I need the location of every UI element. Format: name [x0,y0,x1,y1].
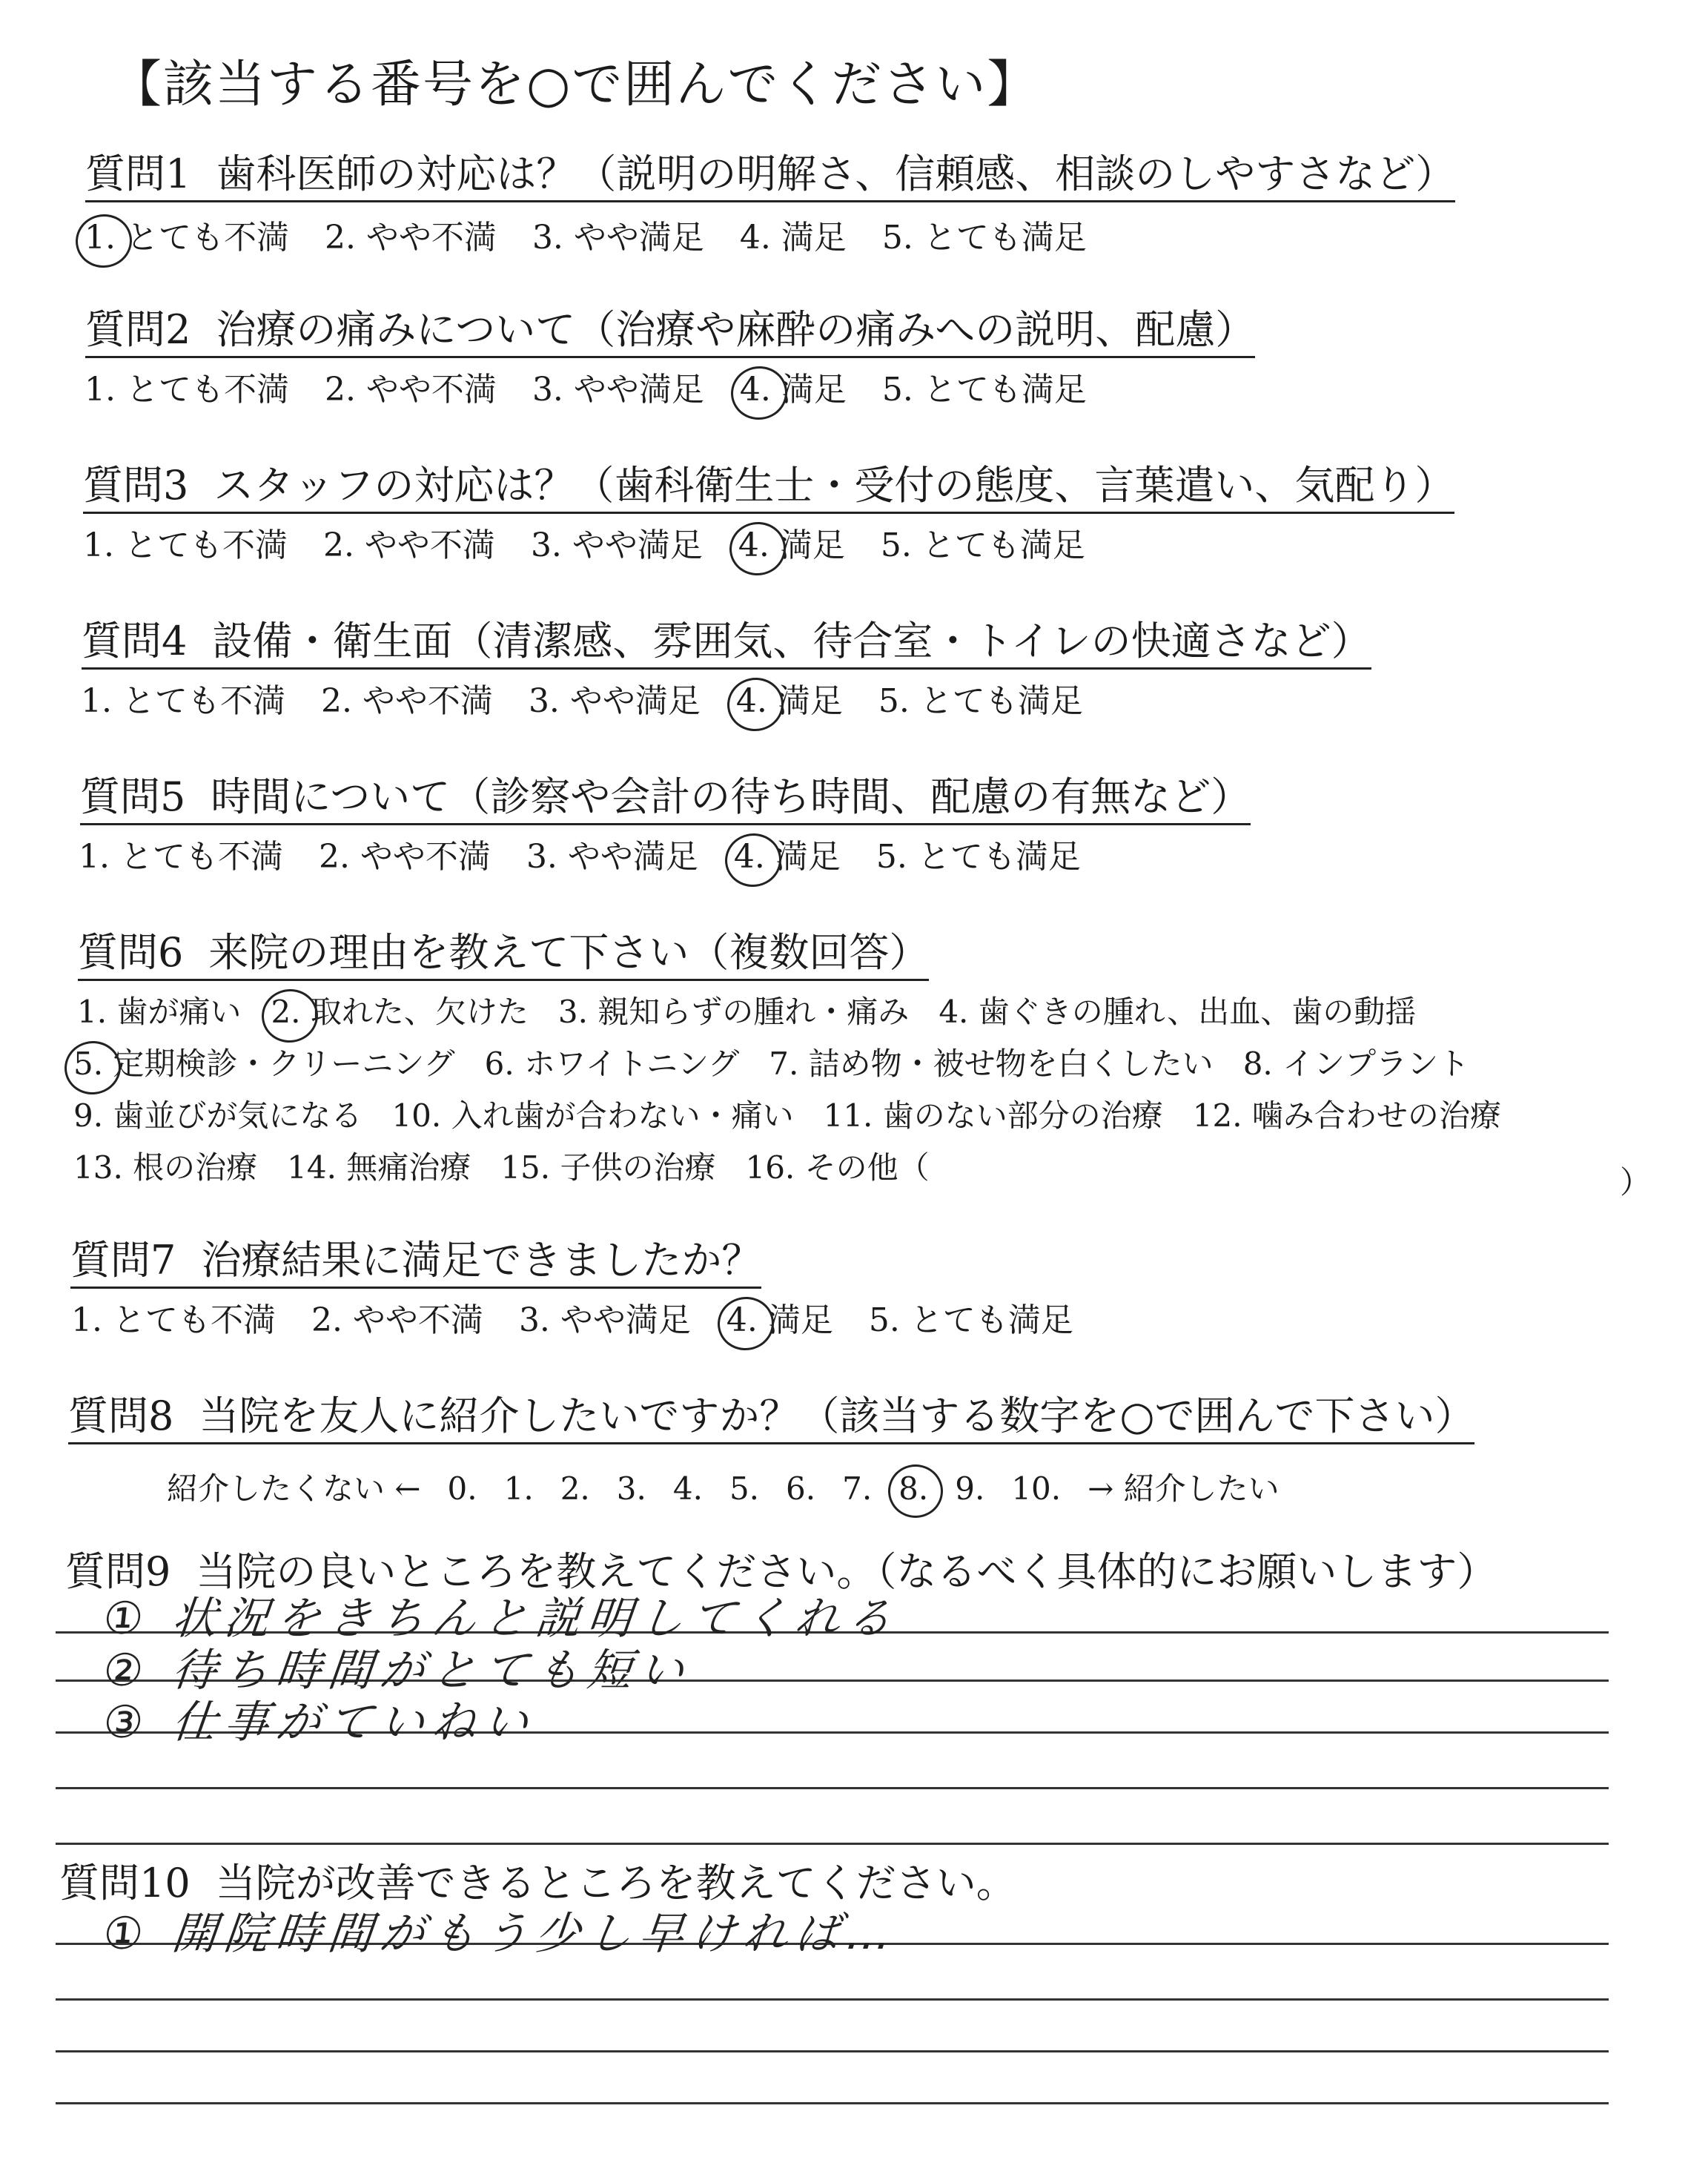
question-text: 当院が改善できるところを教えてください。 [215,1860,1016,1906]
question-6-options-row-3 [70,1097,1528,1135]
question-6-close-paren: ） [1620,1164,1652,1200]
reason-option: 15. 子供の治療 [500,1149,716,1186]
reason-option: 4. 歯ぐきの腫れ、出血、歯の動揺 [939,994,1417,1030]
scale-value-selected: 8. [898,1470,929,1507]
scale-left-label: 紹介したくない ← [167,1470,421,1507]
question-text: 設備・衛生面（清潔感、雰囲気、待合室・トイレの快適さなど） [212,618,1371,664]
question-2-title [85,308,1255,358]
scale-value: 10. [1011,1470,1062,1507]
handwritten-answer: ② 待ち時間がとても短い [100,1645,695,1697]
option-3: 3. やや満足 [532,371,704,409]
reason-option: 10. 入れ歯が合わない・痛い [391,1097,794,1134]
question-number: 質問8 [68,1393,174,1439]
option-3: 3. やや満足 [526,838,698,876]
reason-option: 16. その他（ [745,1149,930,1186]
option-4: 4. 満足 [739,219,847,257]
question-6-options-row-4 [70,1149,956,1186]
question-text: 時間について（診察や会計の待ち時間、配慮の有無など） [211,773,1251,820]
option-1: 1. とても不満 [79,838,283,876]
question-3-title [83,463,1454,514]
option-2: 2. やや不満 [324,371,497,409]
option-4-selected: 4. 満足 [735,526,848,566]
option-1: 1. とても不満 [85,371,289,409]
question-number: 質問2 [85,306,191,353]
question-4-options [78,682,1116,721]
option-2: 2. やや不満 [324,219,497,257]
option-4-selected: 4. 満足 [731,838,844,877]
question-text: 治療結果に満足できましたか？ [201,1237,762,1284]
question-text: 当院の良いところを教えてください。（なるべく具体的にお願いします） [196,1548,1497,1595]
question-6-title [78,931,929,981]
question-3-options [80,526,1118,566]
scale-value: 9. [955,1470,985,1507]
scale-value: 3. [616,1470,646,1507]
question-number: 質問4 [82,618,188,664]
option-1: 1. とても不満 [83,526,288,564]
option-2: 2. やや不満 [320,682,493,720]
reason-option: 8. インプラント [1242,1046,1470,1082]
question-text: 当院を友人に紹介したいですか？（該当する数字を○で囲んで下さい） [199,1393,1475,1439]
option-5: 5. とても満足 [878,682,1083,720]
option-1-selected: 1. とても不満 [82,219,292,258]
question-5-title [80,775,1251,825]
scale-value: 2. [560,1470,590,1507]
option-3: 3. やや満足 [532,219,704,257]
option-5: 5. とても満足 [881,371,1087,409]
reason-option: 1. 歯が痛い [77,994,242,1030]
reason-option: 3. 親知らずの腫れ・痛み [557,994,910,1030]
option-2: 2. やや不満 [311,1301,483,1339]
scale-value: 1. [503,1470,534,1507]
option-2: 2. やや不満 [318,838,491,876]
question-4-title [82,619,1371,670]
option-3: 3. やや満足 [528,682,701,720]
question-5-options [76,838,1113,877]
question-number: 質問3 [83,462,189,509]
option-5: 5. とても満足 [868,1301,1073,1339]
reason-option: 6. ホワイトニング [484,1046,740,1082]
reason-option-selected: 5. 定期検診・クリーニング [70,1046,458,1083]
answer-line [56,1787,1609,1789]
page-header: 【該当する番号を○で囲んでください】 [111,56,1039,114]
option-4-selected: 4. 満足 [733,682,846,721]
option-2: 2. やや不満 [322,526,495,564]
scale-right-label: → 紹介したい [1088,1470,1280,1507]
reason-option: 12. 噛み合わせの治療 [1192,1097,1501,1134]
question-text: 来院の理由を教えて下さい（複数回答） [208,929,930,976]
answer-line [56,1998,1609,2001]
handwritten-answer: ① 状況をきちんと説明してくれる [100,1593,902,1645]
answer-line [56,2050,1609,2052]
question-8-scale [167,1464,1306,1509]
reason-option: 7. 詰め物・被せ物を白くしたい [769,1046,1214,1082]
question-number: 質問5 [80,773,186,820]
question-number: 質問1 [85,151,191,197]
option-4-selected: 4. 満足 [737,371,850,410]
handwritten-answer: ① 開院時間がもう少し早ければ… [100,1908,902,1960]
handwritten-answer: ③ 仕事がていねい [100,1697,539,1748]
reason-option: 11. 歯のない部分の治療 [823,1097,1163,1134]
reason-option: 13. 根の治療 [73,1149,258,1186]
question-6-options-row-1 [74,994,1443,1031]
question-number: 質問6 [78,929,184,976]
reason-option: 14. 無痛治療 [287,1149,471,1186]
scale-value: 4. [672,1470,703,1507]
option-5: 5. とても満足 [880,526,1085,564]
question-2-options [82,371,1119,410]
question-6-options-row-2 [70,1046,1496,1083]
question-text: スタッフの対応は？（歯科衛生士・受付の態度、言葉遣い、気配り） [214,462,1455,509]
reason-option-selected: 2. 取れた、欠けた [268,994,531,1031]
question-1-options [82,219,1119,258]
question-text: 治療の痛みについて（治療や麻酔の痛みへの説明、配慮） [216,306,1256,353]
option-1: 1. とても不満 [81,682,285,720]
question-number: 質問7 [70,1237,176,1284]
scale-value: 5. [729,1470,760,1507]
answer-line [56,2102,1609,2104]
question-1-title [85,152,1455,202]
question-text: 歯科医師の対応は？（説明の明解さ、信頼感、相談のしやすさなど） [216,151,1456,197]
question-number: 質問10 [59,1860,191,1906]
question-7-options [68,1301,1106,1341]
scale-value: 6. [786,1470,816,1507]
question-7-title [70,1238,761,1289]
question-8-title [68,1394,1474,1444]
question-number: 質問9 [65,1548,171,1595]
scale-value: 7. [842,1470,873,1507]
option-3: 3. やや満足 [530,526,703,564]
option-5: 5. とても満足 [881,219,1087,257]
option-1: 1. とても不満 [71,1301,276,1339]
reason-option: 9. 歯並びが気になる [73,1097,363,1134]
option-3: 3. やや満足 [518,1301,691,1339]
scale-value: 0. [447,1470,477,1507]
option-5: 5. とても満足 [875,838,1081,876]
answer-line [56,1843,1609,1845]
option-4-selected: 4. 満足 [724,1301,836,1341]
